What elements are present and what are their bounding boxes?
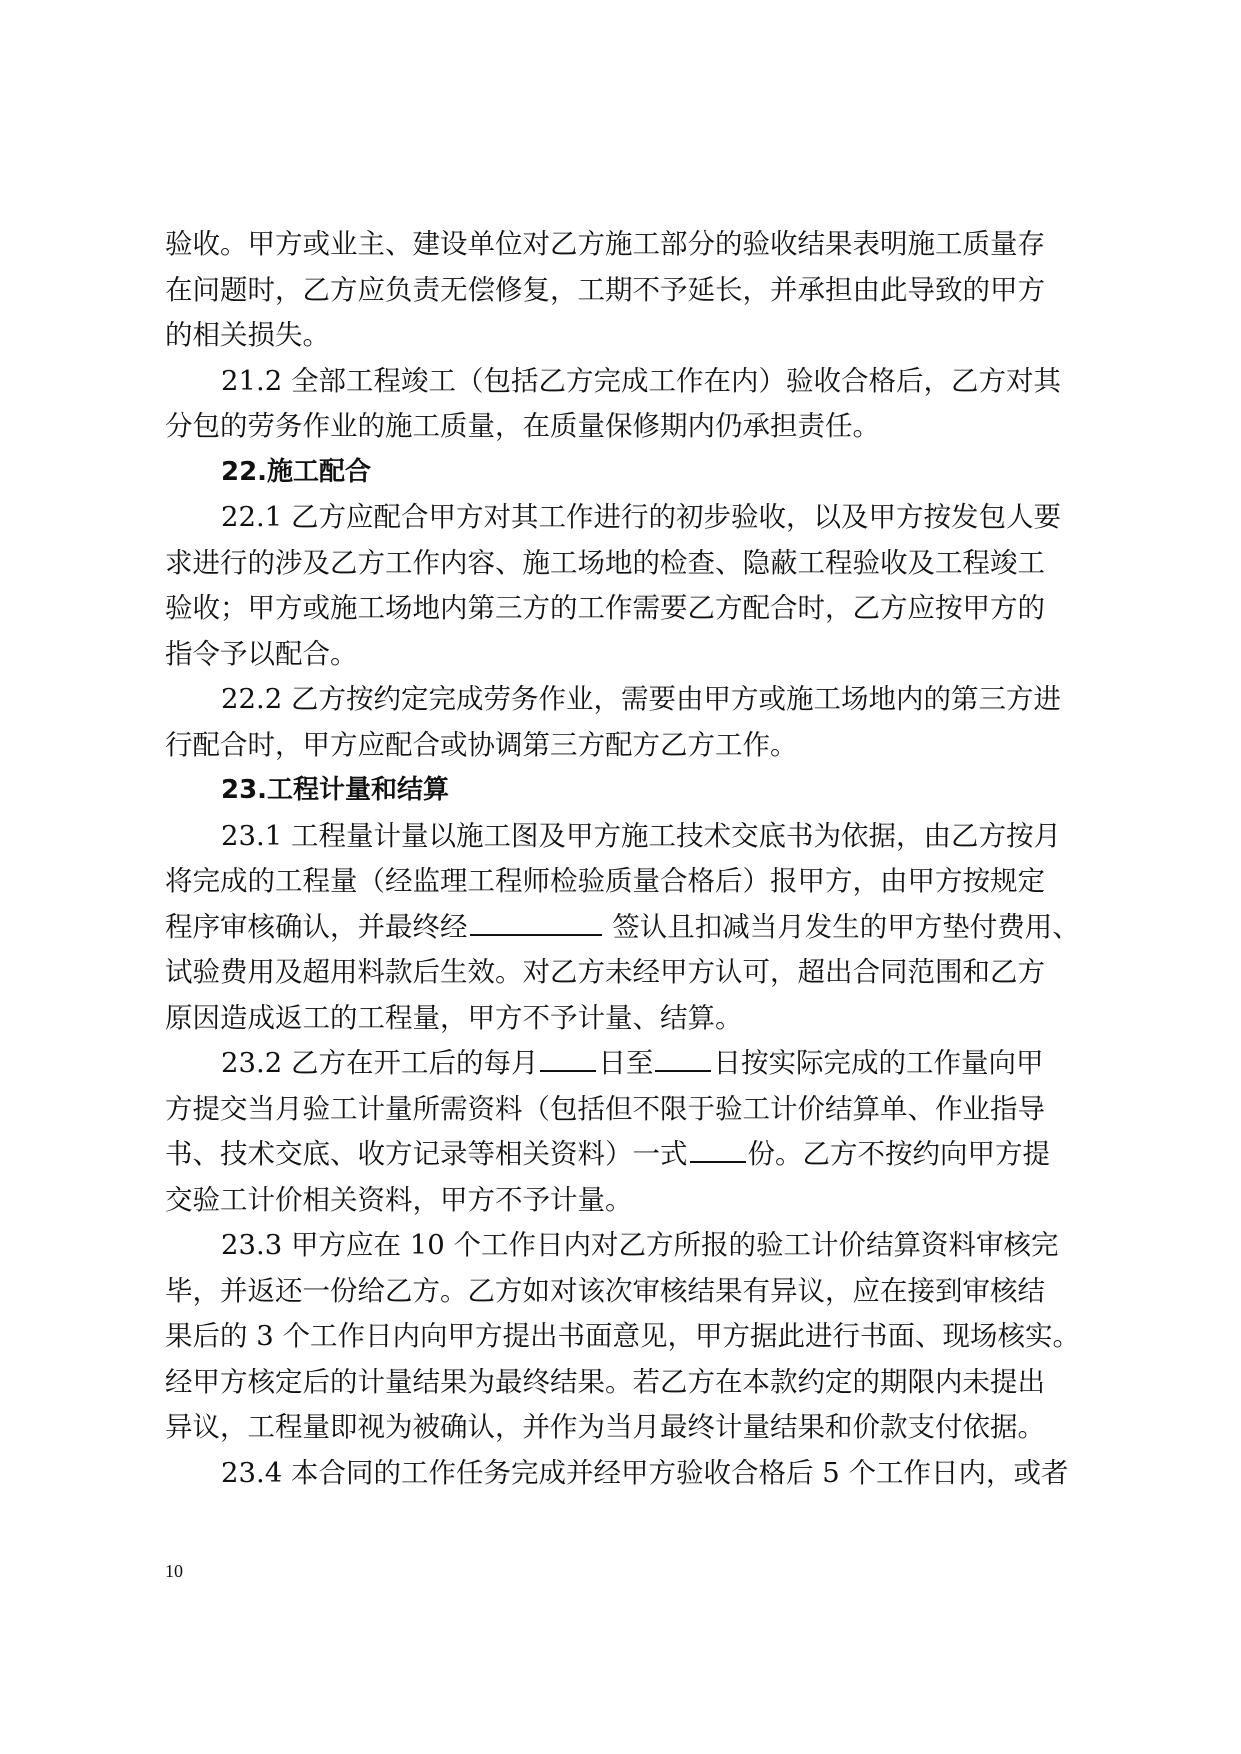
- page-number: 10: [165, 1561, 183, 1581]
- text-segment: 份。乙方不按约向甲方提: [747, 1138, 1050, 1170]
- clause-21-2: 21.2 全部工程竣工（包括乙方完成工作在内）验收合格后，乙方对其: [221, 364, 1061, 397]
- fill-in-blank-signatory[interactable]: [470, 906, 602, 936]
- text-line: 交验工计价相关资料，甲方不予计量。: [165, 1183, 633, 1216]
- fill-in-blank-start-day[interactable]: [540, 1042, 596, 1072]
- section-heading-23: 23.工程计量和结算: [221, 775, 450, 805]
- text-line: 指令予以配合。: [165, 637, 358, 670]
- text-line: 果后的 3 个工作日内向甲方提出书面意见，甲方据此进行书面、现场核实。: [165, 1320, 1080, 1352]
- text-segment: 日按实际完成的工作量向甲: [713, 1047, 1044, 1079]
- text-line: 分包的劳务作业的施工质量，在质量保修期内仍承担责任。: [165, 410, 880, 442]
- text-line: 异议，工程量即视为被确认，并作为当月最终计量结果和价款支付依据。: [165, 1411, 1045, 1443]
- text-segment: 程序审核确认，并最终经: [165, 910, 468, 943]
- text-segment: 书、技术交底、收方记录等相关资料）一式: [165, 1138, 688, 1170]
- clause-23-3: 23.3 甲方应在 10 个工作日内对乙方所报的验工计价结算资料审核完: [221, 1229, 1059, 1261]
- text-segment: 签认且扣减当月发生的甲方垫付费用、: [603, 910, 1080, 943]
- text-line: 将完成的工程量（经监理工程师检验质量合格后）报甲方，由甲方按规定: [165, 865, 1045, 897]
- text-segment: 日至: [598, 1047, 654, 1079]
- text-line: 的相关损失。: [165, 319, 330, 351]
- clause-23-2: [165, 1041, 1095, 1087]
- text-line: 试验费用及超用料款后生效。对乙方未经甲方认可，超出合同范围和乙方: [165, 956, 1045, 988]
- text-line-with-blank: [165, 1132, 1095, 1178]
- text-line: 方提交当月验工计量所需资料（包括但不限于验工计价结算单、作业指导: [165, 1092, 1045, 1125]
- clause-22-1: 22.1 乙方应配合甲方对其工作进行的初步验收，以及甲方按发包人要: [221, 501, 1061, 533]
- text-line: 在问题时，乙方应负责无偿修复，工期不予延长，并承担由此导致的甲方: [165, 273, 1045, 306]
- clause-23-4: 23.4 本合同的工作任务完成并经甲方验收合格后 5 个工作日内，或者: [221, 1456, 1069, 1489]
- text-line: 求进行的涉及乙方工作内容、施工场地的检查、隐蔽工程验收及工程竣工: [165, 546, 1045, 579]
- text-line-with-blank: [165, 905, 1095, 951]
- section-heading-22: 22.施工配合: [221, 456, 372, 487]
- clause-22-2: 22.2 乙方按约定完成劳务作业，需要由甲方或施工场地内的第三方进: [221, 683, 1061, 715]
- fill-in-blank-copies[interactable]: [690, 1133, 746, 1163]
- text-line: 经甲方核定后的计量结果为最终结果。若乙方在本款约定的期限内未提出: [165, 1365, 1045, 1398]
- text-line: 原因造成返工的工程量，甲方不予计量、结算。: [165, 1001, 743, 1034]
- text-segment: 23.2 乙方在开工后的每月: [221, 1047, 539, 1079]
- text-line: 毕，并返还一份给乙方。乙方如对该次审核结果有异议，应在接到审核结: [165, 1274, 1045, 1307]
- text-line: 验收；甲方或施工场地内第三方的工作需要乙方配合时，乙方应按甲方的: [165, 592, 1045, 624]
- contract-body: [165, 222, 1095, 1496]
- clause-23-1: 23.1 工程量计量以施工图及甲方施工技术交底书为依据，由乙方按月: [221, 819, 1061, 852]
- fill-in-blank-end-day[interactable]: [655, 1042, 711, 1072]
- text-line: 行配合时，甲方应配合或协调第三方配方乙方工作。: [165, 728, 798, 761]
- text-line: 验收。甲方或业主、建设单位对乙方施工部分的验收结果表明施工质量存: [165, 228, 1045, 260]
